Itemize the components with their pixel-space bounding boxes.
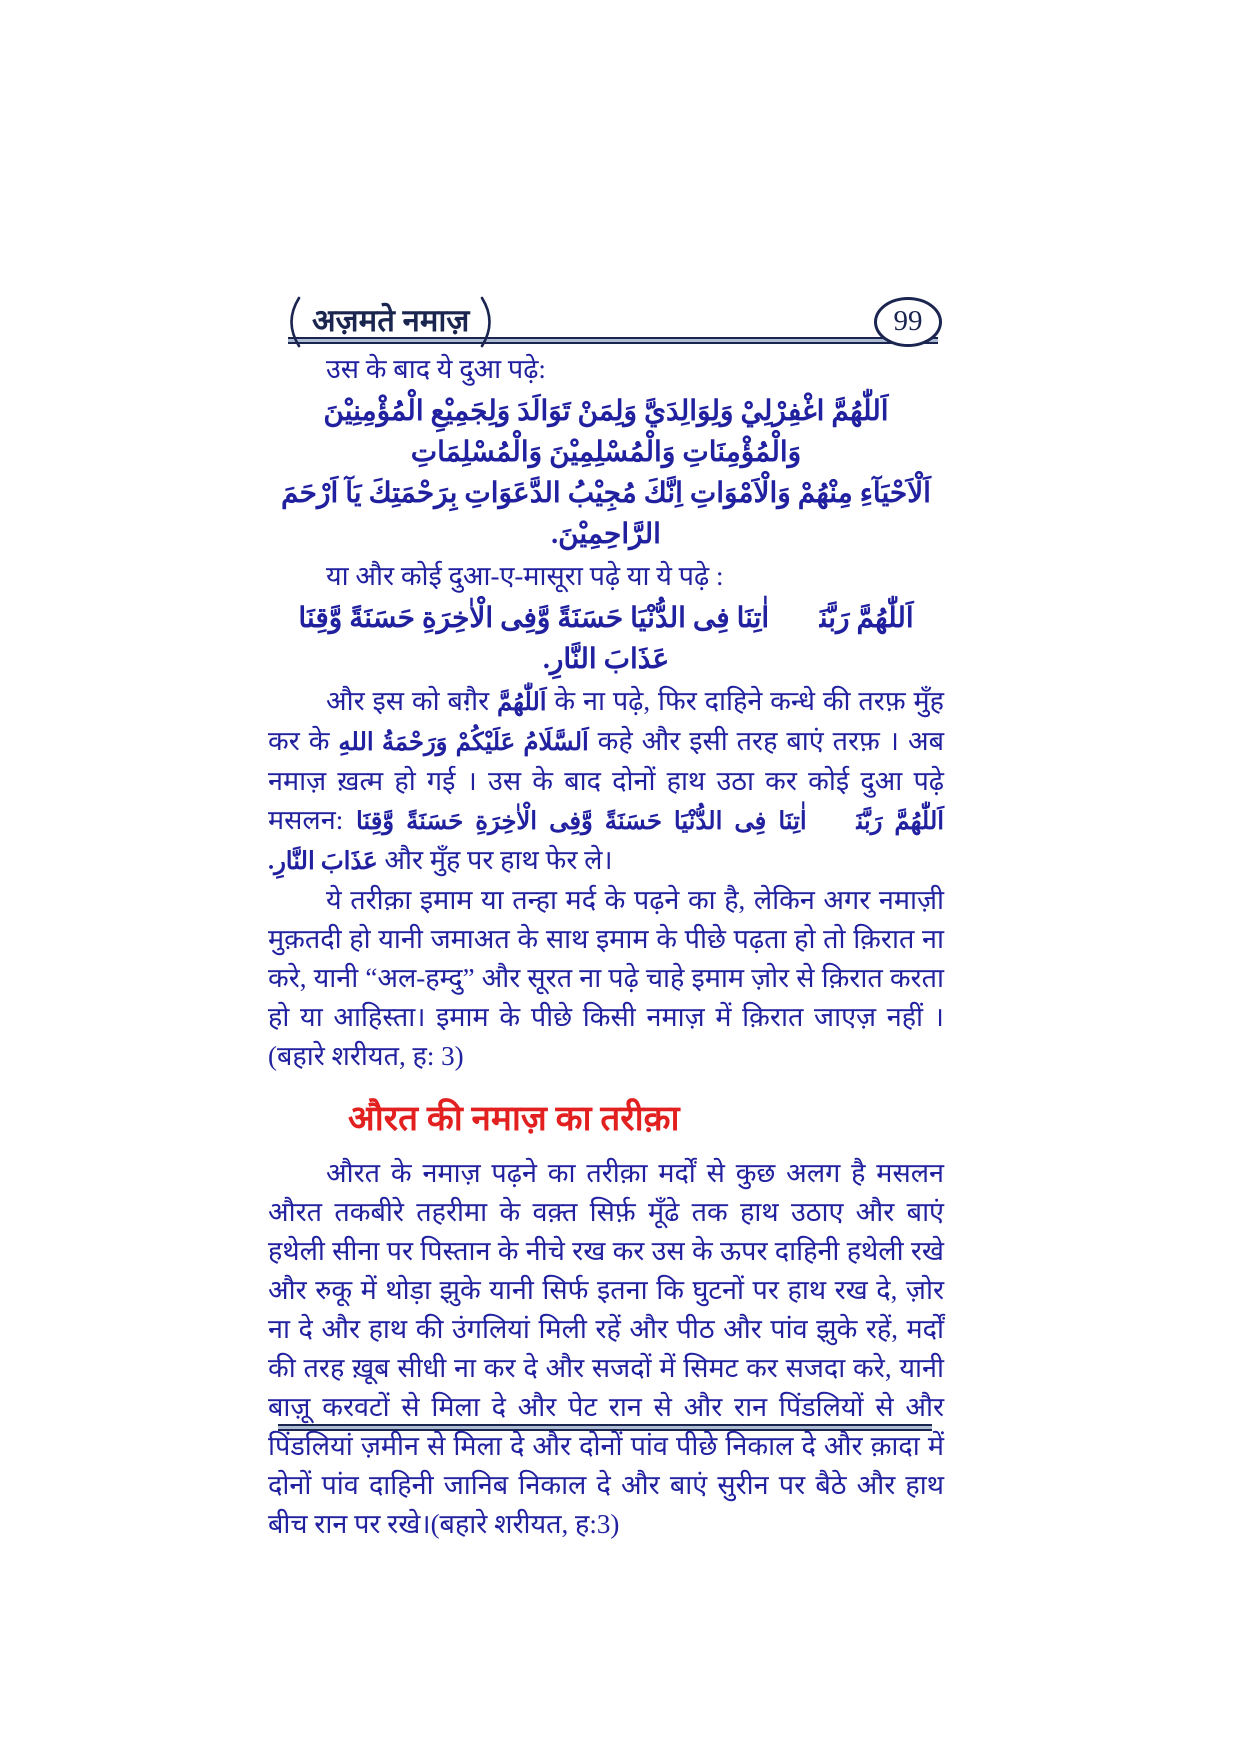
right-paren-icon <box>479 295 499 349</box>
chapter-title: अज़मते नमाज़ <box>312 303 470 338</box>
paragraph <box>268 881 944 1076</box>
paragraph <box>268 350 944 389</box>
page-number: 99 <box>893 304 923 337</box>
arabic-dua-line: اَللّٰهُمَّ رَبَّنَاۤ اٰتِنَا فِى الدُّنْيَا حَسَنَةً وَّفِى الْاٰخِرَةِ حَسَنَةً وَّقِنَا عَذَابَ النَّارِ. <box>298 603 914 675</box>
hindi-text: औरत के नमाज़ पढ़ने का तरीक़ा मर्दों से कुछ अलग है मसलन औरत तकबीरे तहरीमा के वक़्त सिर्फ़ मूँढे तक हाथ उठाए और बाएं हथेली सीना पर पिस्तान के नीचे रख कर उस के ऊपर दाहिनी हथेली रखे और रुकू में थोड़ा झुके यानी सिर्फ इतना कि घुटनों पर हाथ रख दे, ज़ोर ना दे और हाथ की उंगलियां मिली रहें और पीठ और पांव झुके रहें, मर्दों की तरह ख़ूब सीधी ना कर दे और सजदों में सिमट कर सजदा करे, यानी बाज़ू करवटों से मिला दे और पेट रान से और रान पिंडलियों से और पिंडलियां ज़मीन से मिला दे और दोनों पांव पीछे निकाल दे और क़ादा में दोनों पांव दाहिनी जानिब निकाल दे और बाएं सुरीन पर बैठे और हाथ बीच रान पर रखे।(बहारे शरीयत, ह:3) <box>268 1158 944 1539</box>
hindi-text: उस के बाद ये दुआ पढ़े: <box>326 354 546 384</box>
arabic-dua-line: اَلْاَحْيَآءِ مِنْهُمْ وَالْاَمْوَاتِ اِنَّكَ مُجِيْبُ الدَّعَوَاتِ بِرَحْمَتِكَ يَآ اَرْحَمَ الرَّاحِمِيْنَ. <box>281 478 931 550</box>
left-paren-icon <box>282 295 302 349</box>
hindi-text: और इस को बग़ैर <box>326 686 497 716</box>
inline-arabic-text: اَللّٰهُمَّ رَبَّنَاۤ اٰتِنَا فِى الدُّنْيَا حَسَنَةً وَّفِى الْاٰخِرَةِ حَسَنَةً وَّقِنَا عَذَابَ النَّارِ. <box>268 808 944 875</box>
hindi-text: ये तरीक़ा इमाम या तन्हा मर्द के पढ़ने का है, लेकिन अगर नमाज़ी मुक़तदी हो यानी जमाअत के साथ इमाम के पीछे पढ़ता हो तो क़िरात ना करे, यानी “अल-हम्दु” और सूरत ना पढ़े चाहे इमाम ज़ोर से क़िरात करता हो या आहिस्ता। इमाम के पीछे किसी नमाज़ में क़िरात जाएज़ नहीं । (बहारे शरीयत, ह: 3) <box>268 885 944 1071</box>
arabic-dua-block <box>268 598 944 680</box>
hindi-text: के ना पढ़े, फिर दाहिने कन्धे की तरफ़ मुँह कर के <box>268 686 944 756</box>
paragraph <box>268 682 944 881</box>
hindi-text: कहे और इसी तरह बाएं तरफ़ । अब नमाज़ ख़त्म हो गई । उस के बाद दोनों हाथ उठा कर कोई दुआ पढ़े मसलन: <box>268 726 944 835</box>
inline-arabic-text: اَلسَّلَامُ عَلَيْكُمْ وَرَحْمَةُ اللهِ <box>338 729 589 756</box>
section-heading: औरत की नमाज़ का तरीक़ा <box>348 1099 680 1138</box>
chapter-title-bracket <box>282 295 499 349</box>
hindi-text: और मुँह पर हाथ फेर ले। <box>377 845 613 875</box>
page-content <box>268 350 944 1544</box>
arabic-dua-block <box>268 391 944 555</box>
arabic-dua-line: اَللّٰهُمَّ اغْفِرْلِيْ وَلِوَالِدَيَّ وَلِمَنْ تَوَالَدَ وَلِجَمِيْعِ الْمُؤْمِنِيْنَ وَالْمُؤْمِنَاتِ وَالْمُسْلِمِيْنَ وَالْمُسْلِمَاتِ <box>323 396 889 468</box>
paragraph <box>268 557 944 596</box>
inline-arabic-text: اَللّٰهُمَّ <box>496 689 547 716</box>
hindi-text: या और कोई दुआ-ए-मासूरा पढ़े या ये पढ़े : <box>326 561 724 591</box>
paragraph <box>268 1154 944 1544</box>
footer-rule <box>278 1424 932 1431</box>
page-number-badge <box>874 297 942 347</box>
